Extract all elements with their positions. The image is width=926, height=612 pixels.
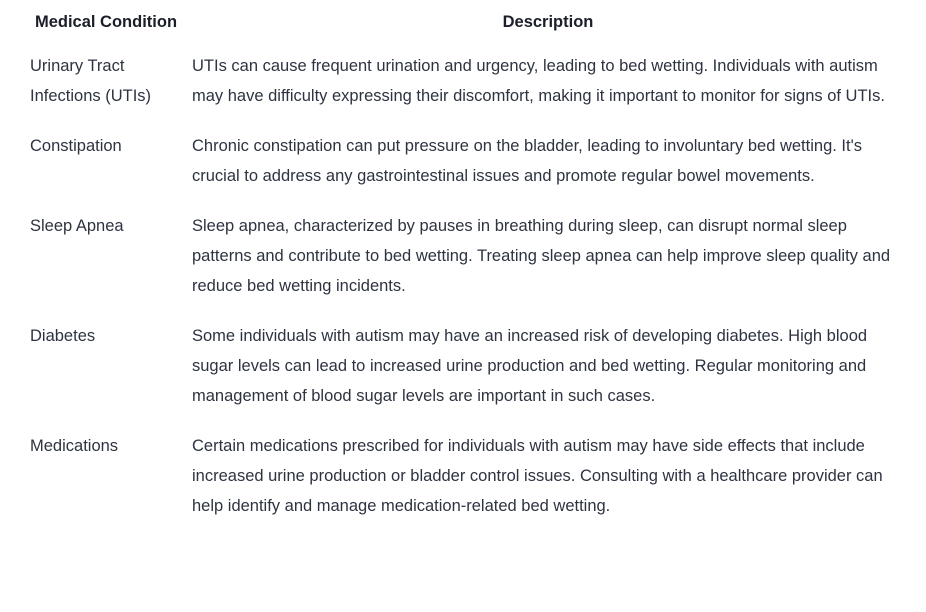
table-row [20, 131, 904, 211]
condition-cell: Sleep Apnea [30, 217, 124, 235]
condition-cell: Urinary Tract Infections (UTIs) [30, 57, 152, 105]
description-cell: Chronic constipation can put pressure on the bladder, leading to involuntary bed wetting. It's crucial to address any gastrointestinal issues and promote regular bowel movements. [192, 137, 862, 185]
header-condition: Medical Condition [34, 13, 178, 31]
table-row [20, 321, 904, 431]
description-cell: Some individuals with autism may have an increased risk of developing diabetes. High blood sugar levels can lead to increased urine production and bed wetting. Regular monitoring and management of blood sugar levels are important in such cases. [192, 327, 868, 405]
condition-cell: Diabetes [30, 327, 96, 345]
table-header [20, 7, 904, 41]
condition-cell: Constipation [30, 137, 122, 155]
table-row [20, 41, 904, 131]
header-row [20, 7, 904, 41]
header-description: Description [502, 13, 594, 31]
table-body [20, 41, 904, 521]
condition-cell: Medications [30, 437, 119, 455]
description-cell: UTIs can cause frequent urination and urgency, leading to bed wetting. Individuals with autism may have difficulty expressing their discomfort, making it important to monitor for signs of UTIs. [192, 57, 885, 105]
description-cell: Certain medications prescribed for individuals with autism may have side effects that include increased urine production or bladder control issues. Consulting with a healthcare provider can help identify and manage medication-related bed wetting. [192, 437, 883, 515]
table-row [20, 431, 904, 521]
medical-conditions-table [20, 7, 904, 521]
description-cell: Sleep apnea, characterized by pauses in breathing during sleep, can disrupt normal sleep patterns and contribute to bed wetting. Treating sleep apnea can help improve sleep quality and reduce bed wetting incidents. [192, 217, 891, 295]
table-row [20, 211, 904, 321]
